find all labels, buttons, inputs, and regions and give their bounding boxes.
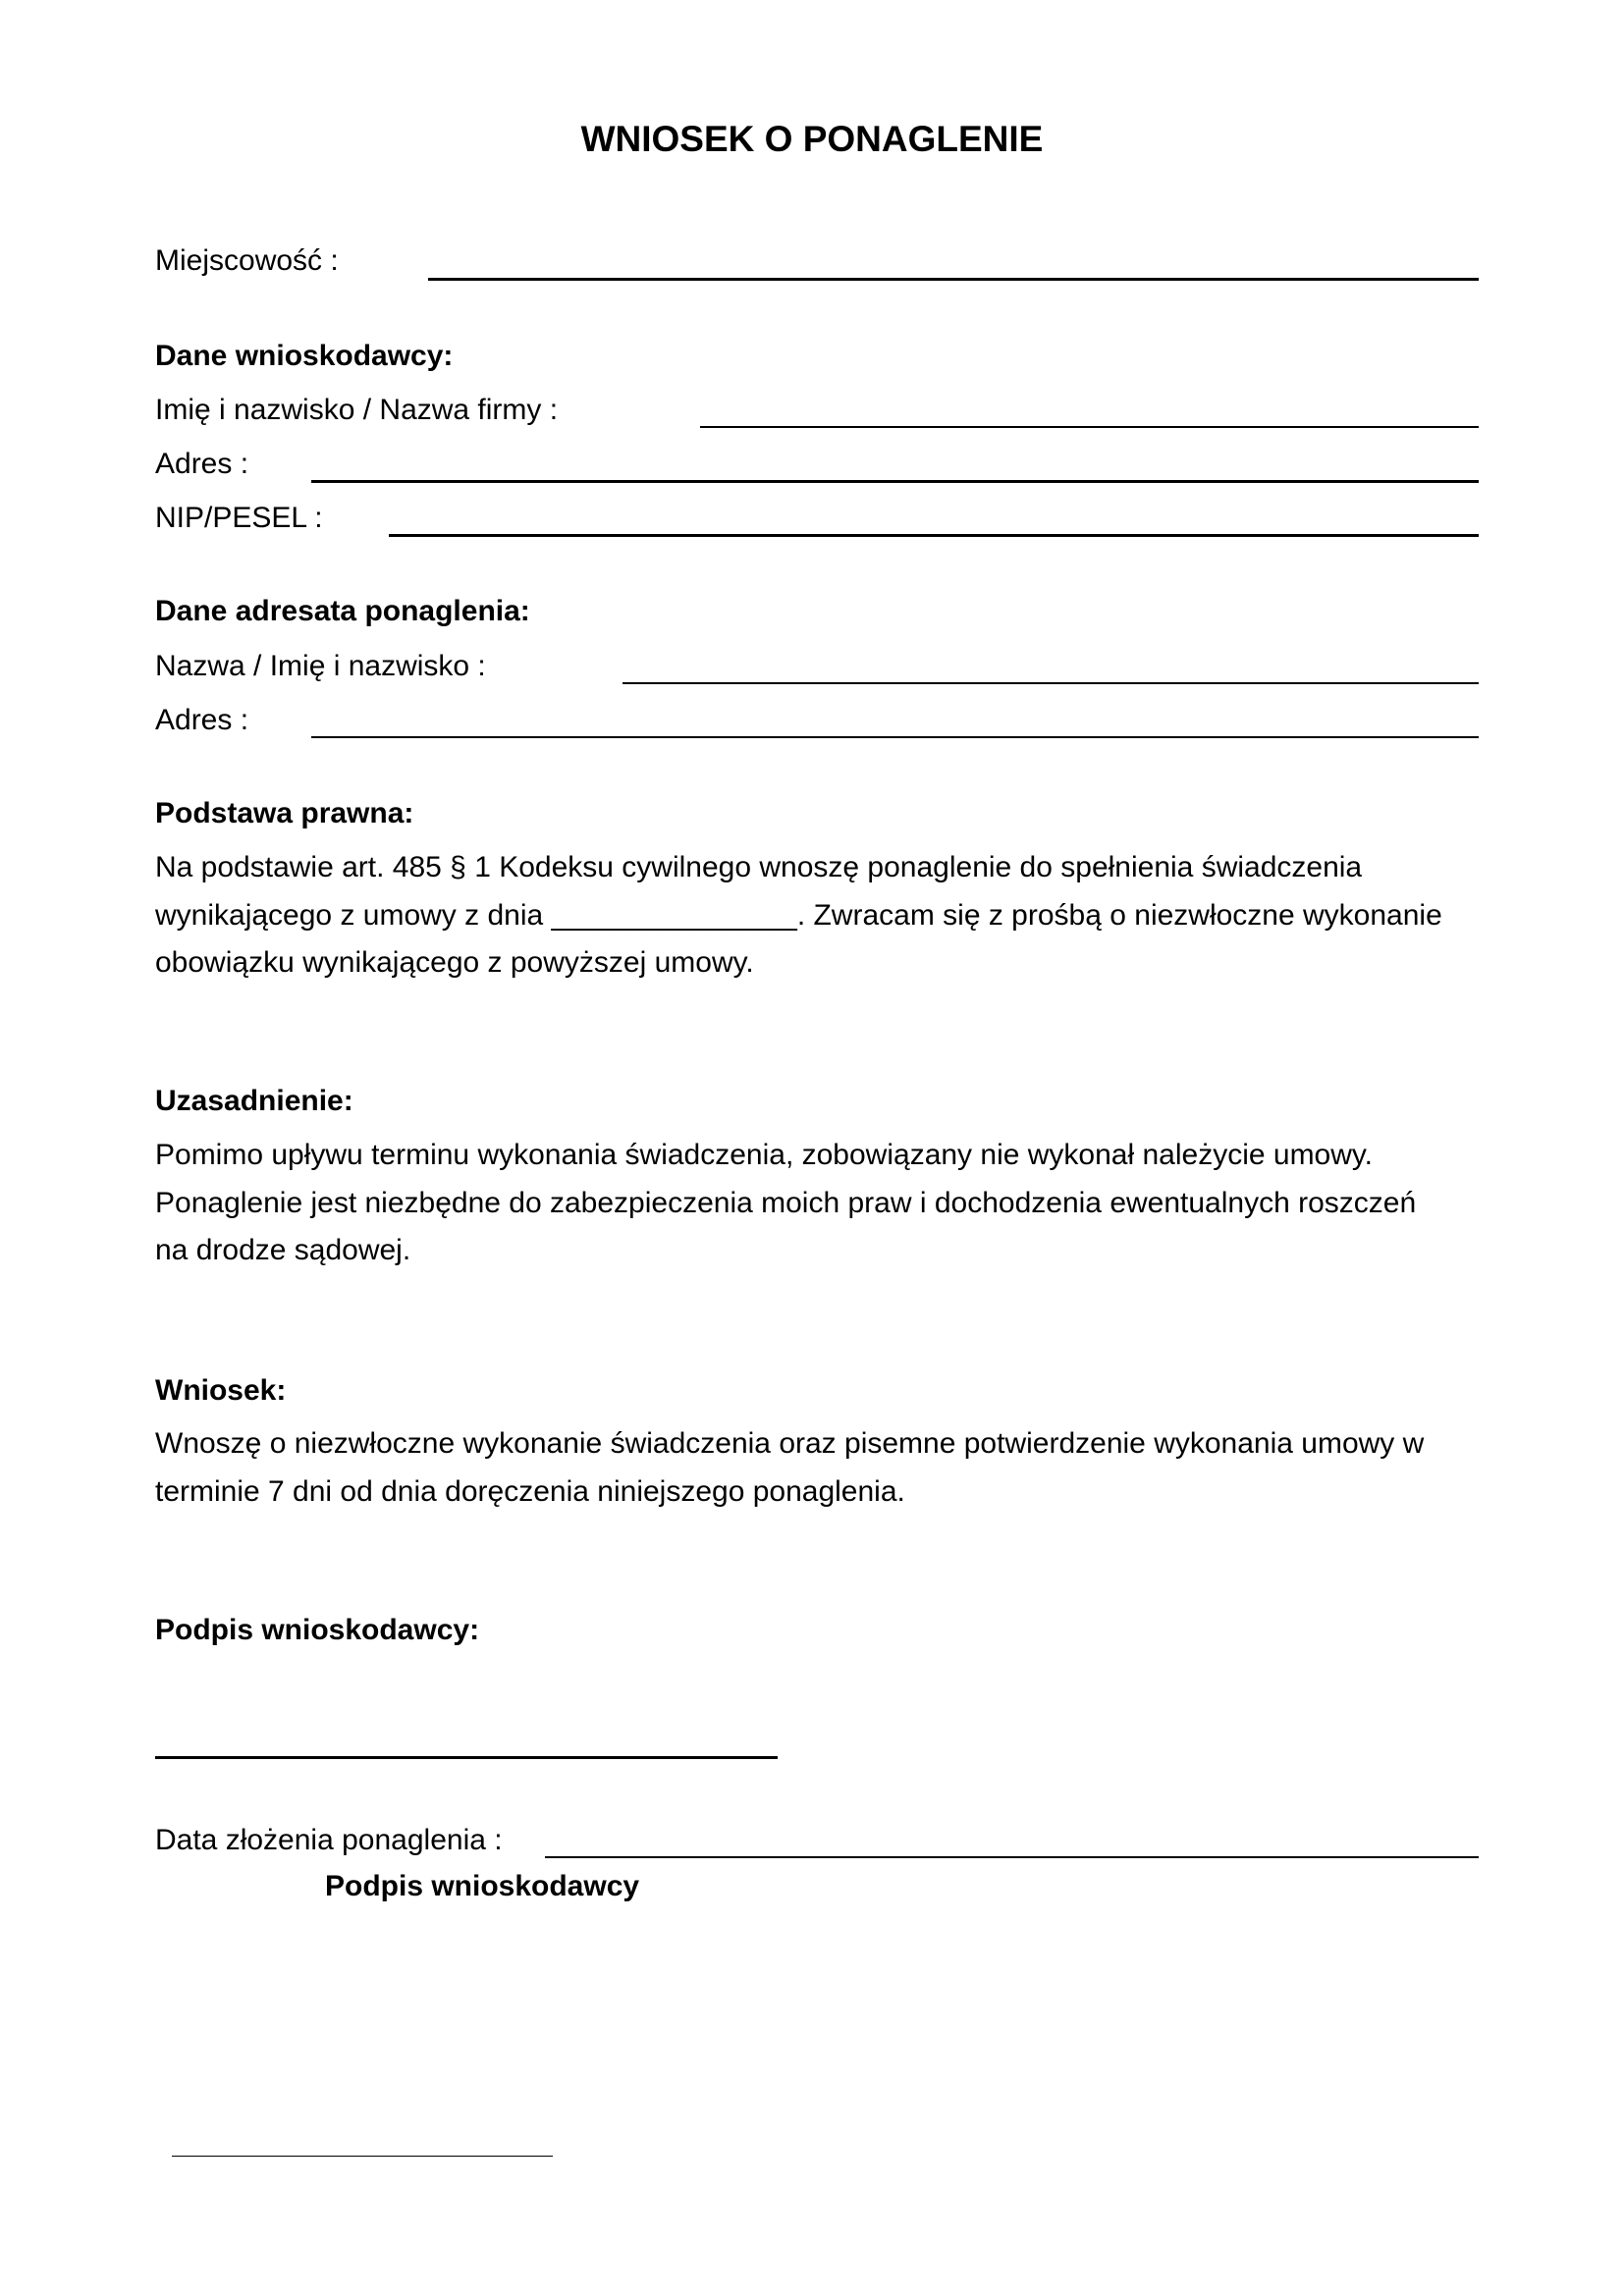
addressee-name-field-line[interactable]: [623, 682, 1479, 684]
request-heading: Wniosek:: [155, 1374, 287, 1407]
applicant-address-field-line[interactable]: [311, 480, 1479, 483]
legal-basis-line-1: Na podstawie art. 485 § 1 Kodeksu cywilnego wnoszę ponaglenie do spełnienia świadczenia: [155, 851, 1363, 883]
request-line-1: Wnoszę o niezwłoczne wykonanie świadczenia oraz pisemne potwierdzenie wykonania umowy w: [155, 1427, 1425, 1460]
addressee-address-field-line[interactable]: [311, 736, 1479, 738]
legal-basis-line-2-before: wynikającego z umowy z dnia: [155, 898, 544, 932]
signature-field-line[interactable]: [155, 1756, 778, 1759]
place-field-line[interactable]: [428, 278, 1479, 281]
justification-paragraph: [155, 1132, 1481, 1275]
legal-basis-heading: Podstawa prawna:: [155, 797, 414, 829]
justification-line-2: Ponaglenie jest niezbędne do zabezpieczenia moich praw i dochodzenia ewentualnych roszczeń: [155, 1186, 1417, 1219]
applicant-nip-field-line[interactable]: [389, 534, 1479, 537]
footer-rule: [172, 2156, 553, 2157]
applicant-heading: Dane wnioskodawcy:: [155, 340, 454, 372]
applicant-name-label: Imię i nazwisko / Nazwa firmy :: [155, 394, 559, 426]
addressee-heading: Dane adresata ponaglenia:: [155, 595, 530, 627]
place-label: Miejscowość :: [155, 244, 339, 277]
signature-caption: Podpis wnioskodawcy: [325, 1870, 640, 1902]
applicant-name-field-line[interactable]: [700, 426, 1479, 428]
addressee-address-label: Adres :: [155, 704, 249, 736]
request-line-2: terminie 7 dni od dnia doręczenia niniejszego ponaglenia.: [155, 1474, 905, 1508]
applicant-nip-label: NIP/PESEL :: [155, 502, 323, 534]
applicant-address-label: Adres :: [155, 448, 249, 480]
document-title: WNIOSEK O PONAGLENIE: [580, 119, 1044, 159]
submission-date-label: Data złożenia ponaglenia :: [155, 1824, 503, 1856]
legal-basis-line-3: obowiązku wynikającego z powyższej umowy.: [155, 946, 754, 979]
request-paragraph: [155, 1420, 1481, 1516]
addressee-name-label: Nazwa / Imię i nazwisko :: [155, 650, 486, 682]
legal-basis-line-2-after: . Zwracam się z prośbą o niezwłoczne wykonanie: [796, 898, 1442, 932]
justification-line-1: Pomimo upływu terminu wykonania świadczenia, zobowiązany nie wykonał należycie umowy.: [155, 1139, 1374, 1171]
justification-line-3: na drodze sądowej.: [155, 1234, 411, 1266]
justification-heading: Uzasadnienie:: [155, 1085, 353, 1117]
contract-date-blank[interactable]: _______________: [551, 898, 797, 932]
submission-date-field-line[interactable]: [545, 1856, 1479, 1858]
legal-basis-line-2: [155, 892, 1481, 940]
signature-heading: Podpis wnioskodawcy:: [155, 1614, 480, 1646]
legal-basis-paragraph: [155, 844, 1481, 988]
